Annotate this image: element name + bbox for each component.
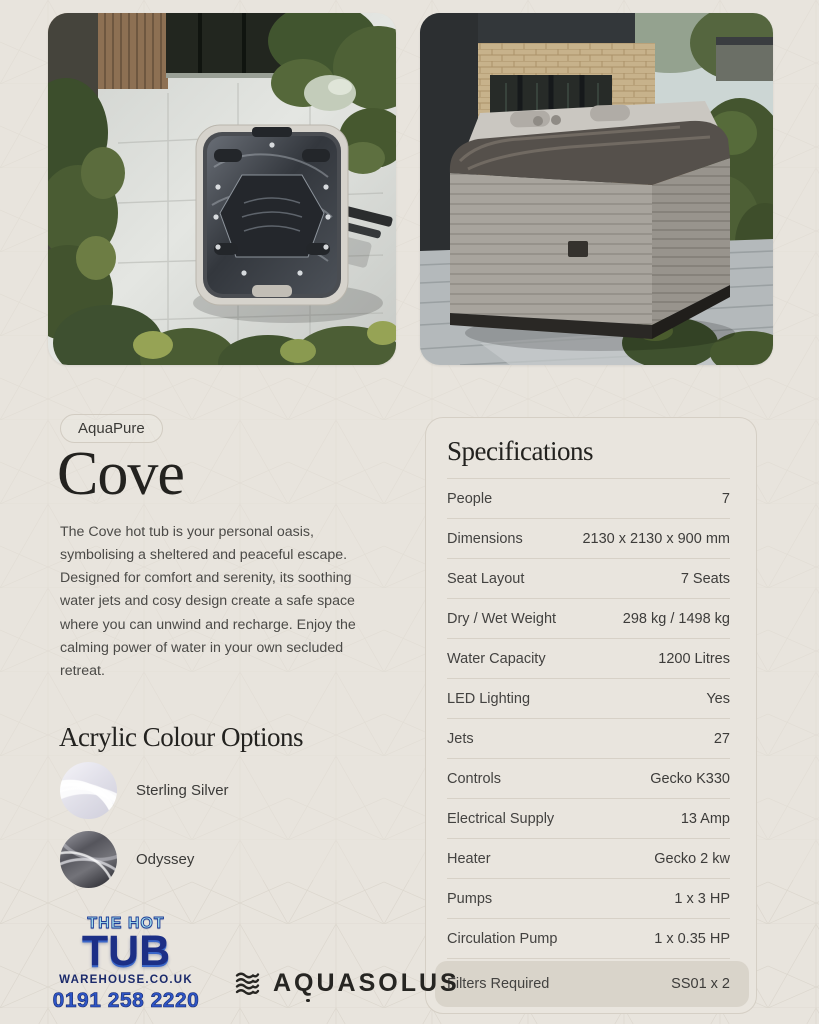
spec-value: 1200 Litres [658, 650, 730, 667]
spec-row-led-lighting [447, 679, 730, 719]
colour-option-label: Sterling Silver [136, 782, 229, 799]
colour-option-sterling-silver [60, 762, 229, 819]
brand-name: AQUASOLUS [273, 969, 460, 998]
spec-value: 27 [713, 730, 730, 747]
spec-value: Gecko K330 [650, 770, 730, 787]
product-title: Cove [57, 440, 184, 508]
colour-options-title: Acrylic Colour Options [59, 722, 303, 752]
spec-row-controls [447, 759, 730, 799]
sterling-silver-swatch [60, 762, 117, 819]
spec-row-dimensions [447, 519, 730, 559]
spec-row-jets [447, 719, 730, 759]
spec-label: Controls [447, 770, 501, 787]
product-description: The Cove hot tub is your personal oasis, symbolising a sheltered and peaceful escape. Designed for comfort and serenity, its soothing water jets and cosy design create a safe space where you can unwind and recharge. Enjoy the calming power of water in your own secluded retreat. [60, 524, 356, 679]
spec-value: 7 [721, 490, 730, 507]
spec-label: Dry / Wet Weight [447, 610, 557, 627]
spec-label: Heater [447, 850, 491, 867]
spec-value: 1 x 3 HP [674, 890, 730, 907]
specifications-card [425, 417, 757, 1014]
colour-option-label: Odyssey [136, 851, 195, 868]
logo-line-the-hot: THE HOT [87, 915, 165, 932]
logo-line-tub: TUB [81, 927, 171, 975]
q-underdot [306, 999, 310, 1003]
spec-row-seat-layout [447, 559, 730, 599]
hot-tub-aerial-photo [48, 13, 396, 365]
spec-value: SS01 x 2 [671, 976, 730, 993]
aerial-photo-illustration [48, 13, 396, 365]
spec-label: Jets [447, 730, 474, 747]
spec-row-pumps [447, 879, 730, 919]
spec-label: Seat Layout [447, 570, 525, 587]
spec-value: 13 Amp [680, 810, 730, 827]
logo-line-warehouse-url: WAREHOUSE.CO.UK [59, 974, 193, 986]
spec-value: 2130 x 2130 x 900 mm [582, 530, 730, 547]
spec-label: Water Capacity [447, 650, 546, 667]
spec-label: Filters Required [447, 976, 550, 993]
spec-value: Yes [706, 690, 730, 707]
hot-tub-top-view [196, 125, 348, 305]
spec-row-dry-wet-weight [447, 599, 730, 639]
spec-row-electrical-supply [447, 799, 730, 839]
spec-row-water-capacity [447, 639, 730, 679]
spec-value: Gecko 2 kw [654, 850, 730, 867]
specifications-title: Specifications [447, 436, 730, 479]
spec-label: Electrical Supply [447, 810, 555, 827]
spec-label: Circulation Pump [447, 930, 558, 947]
waves-icon [235, 971, 260, 996]
spec-row-heater [447, 839, 730, 879]
spec-value: 7 Seats [680, 570, 730, 587]
spec-row-circulation-pump [447, 919, 730, 959]
aquasolus-logo [235, 969, 460, 998]
spec-label: LED Lighting [447, 690, 531, 707]
spec-row-people [447, 479, 730, 519]
spec-value: 1 x 0.35 HP [654, 930, 730, 947]
hot-tub-side-view [450, 101, 730, 339]
deck-photo-illustration [420, 13, 773, 365]
product-range-badge: AquaPure [60, 414, 163, 443]
hot-tub-deck-photo [420, 13, 773, 365]
hot-tub-warehouse-logo [52, 916, 200, 1011]
spec-value: 298 kg / 1498 kg [622, 610, 730, 627]
spec-label: Pumps [447, 890, 493, 907]
odyssey-swatch [60, 831, 117, 888]
colour-option-odyssey [60, 831, 194, 888]
spec-label: Dimensions [447, 530, 523, 547]
phone-number: 0191 258 2220 [52, 988, 200, 1012]
spec-label: People [447, 490, 493, 507]
spec-row-filters-required [435, 961, 749, 1007]
